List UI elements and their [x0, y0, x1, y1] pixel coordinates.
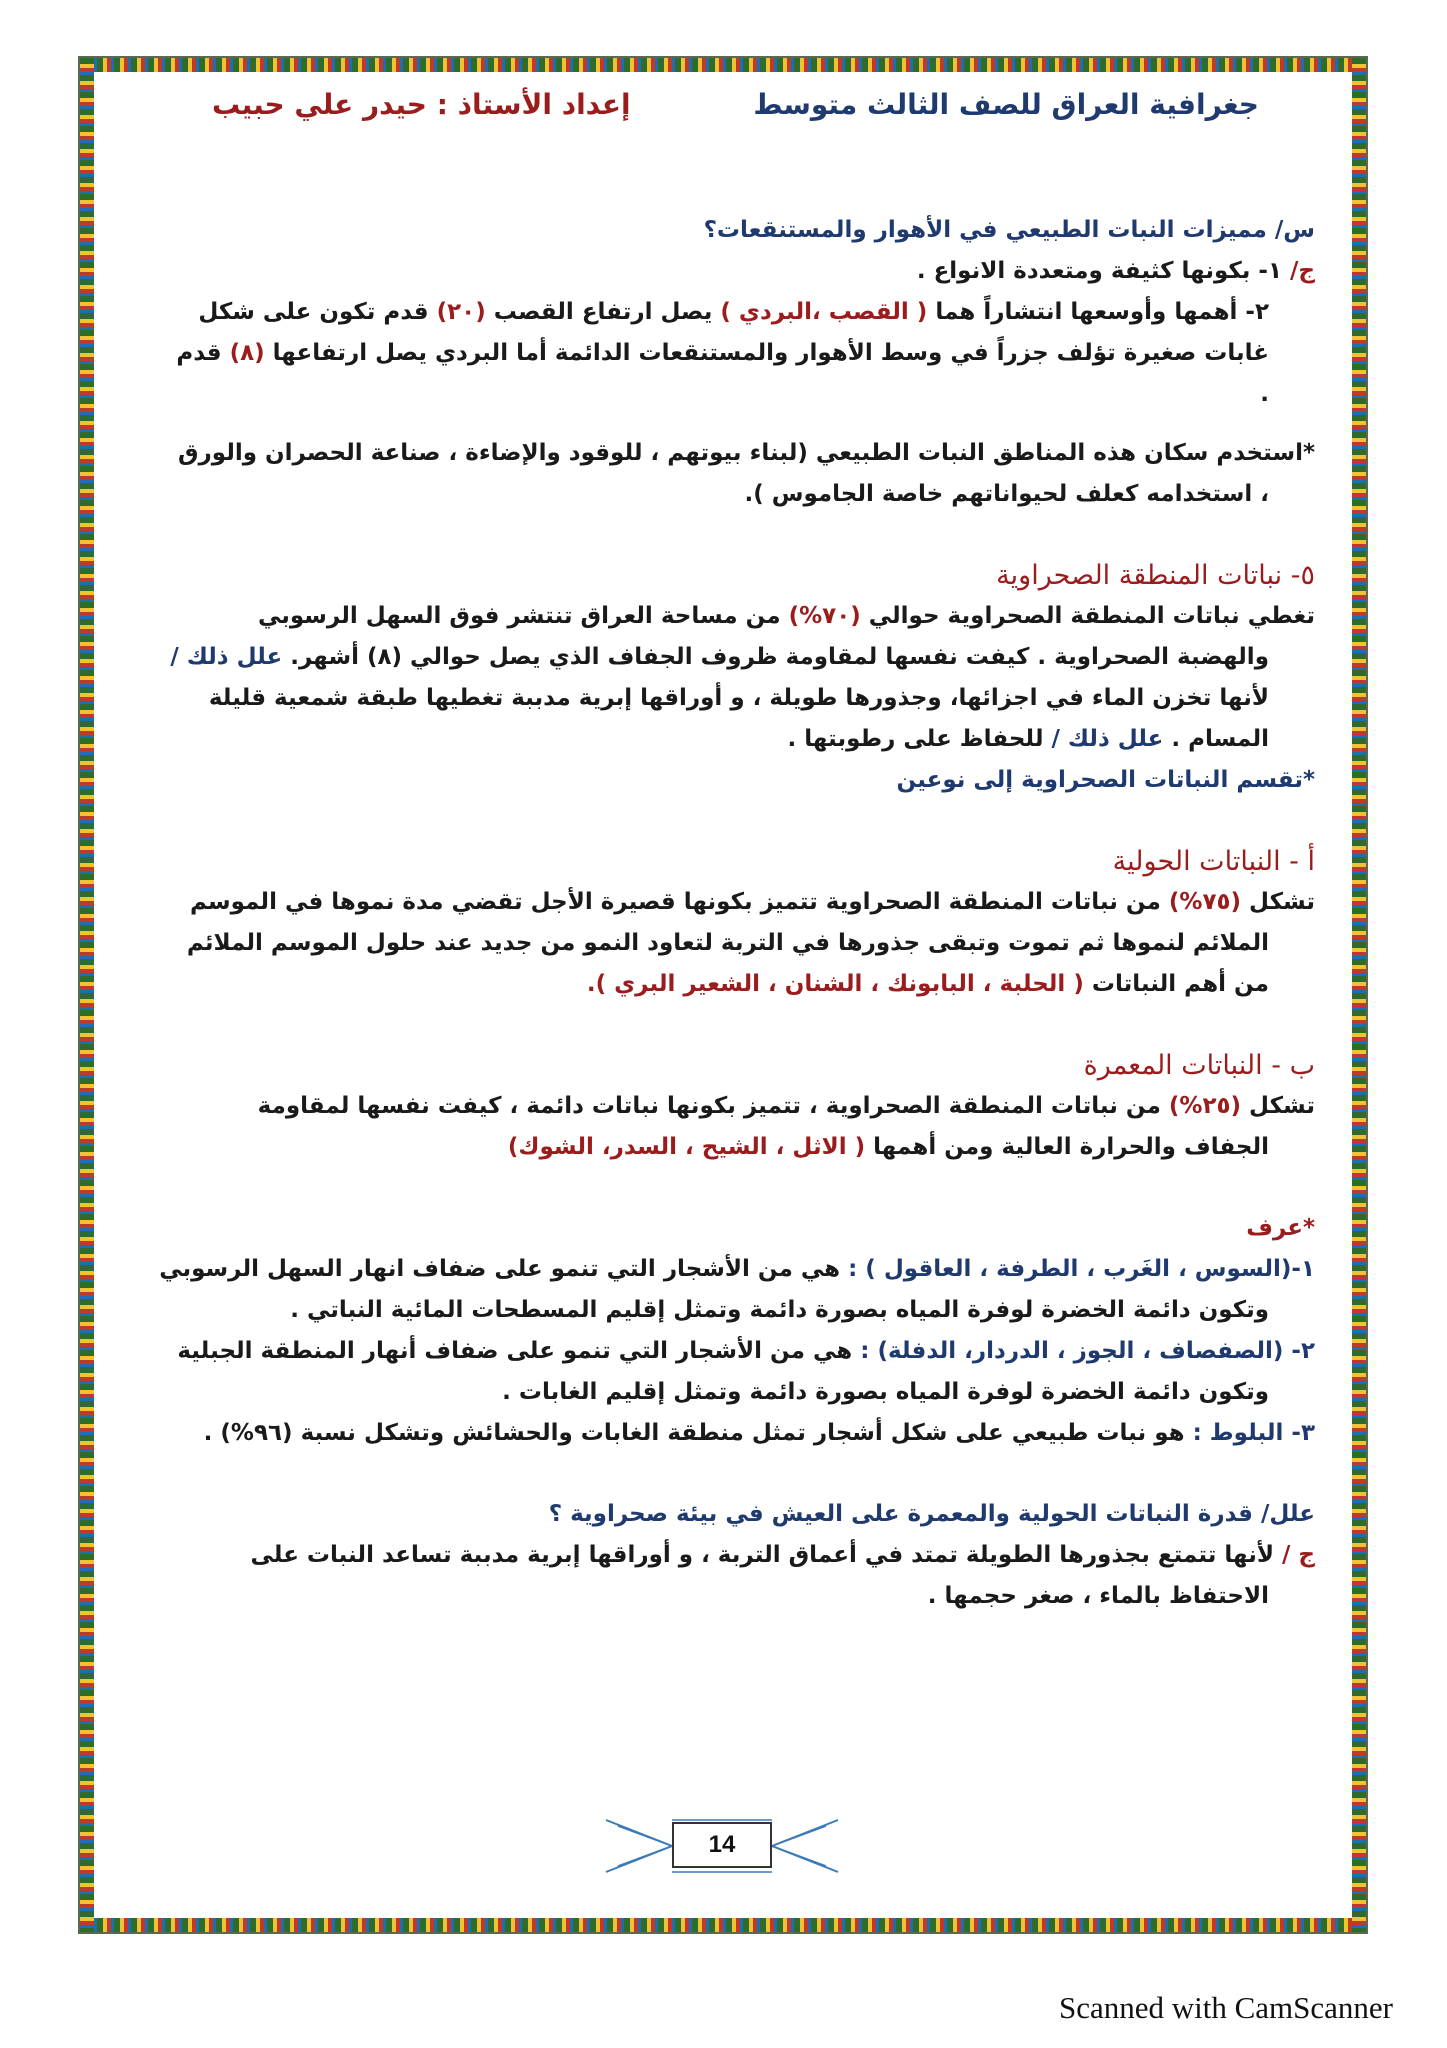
- perennial-line-2: الجفاف والحرارة العالية ومن أهمها ( الاثل ، الشيح ، السدر، الشوك): [507, 1134, 1269, 1160]
- page-number: 14: [672, 1822, 772, 1868]
- desert-line-2: والهضبة الصحراوية . كيفت نفسها لمقاومة ظروف الجفاف الذي يصل حوالي (٨) أشهر. علل ذلك /: [170, 644, 1269, 670]
- annual-line-3: من أهم النباتات ( الحلبة ، البابونك ، الشنان ، الشعير البري ).: [586, 971, 1269, 997]
- define-3: ٣- البلوط : هو نبات طبيعي على شكل أشجار تمثل منطقة الغابات والحشائش وتشكل نسبة (٩٦%) .: [203, 1420, 1315, 1446]
- page-content: [135, 210, 1315, 1617]
- border-strip-right: [1352, 58, 1366, 1932]
- border-strip-bottom: [80, 1918, 1366, 1932]
- answer-marsh-end: .: [1260, 381, 1269, 407]
- usage-line-1: *استخدم سكان هذه المناطق النبات الطبيعي (لبناء بيوتهم ، للوقود والإضاءة ، صناعة الحصران والورق: [177, 440, 1315, 466]
- annual-line-1: تشكل (٧٥%) من نباتات المنطقة الصحراوية تتميز بكونها قصيرة الأجل تقضي مدة نموها في الموسم: [189, 889, 1315, 915]
- header-author: إعداد الأستاذ : حيدر علي حبيب: [212, 88, 631, 121]
- border-strip-left: [80, 58, 94, 1932]
- heading-define: *عرف: [1246, 1215, 1315, 1241]
- question-marsh: س/ مميزات النبات الطبيعي في الأهوار والمستنقعات؟: [703, 217, 1315, 243]
- heading-perennial-plants: ب - النباتات المعمرة: [1083, 1050, 1315, 1081]
- answer-marsh-2: ٢- أهمها وأوسعها انتشاراً هما ( القصب ،البردي ) يصل ارتفاع القصب (٢٠) قدم تكون على شكل: [198, 299, 1269, 325]
- desert-division-note: *تقسم النباتات الصحراوية إلى نوعين: [896, 767, 1315, 793]
- question-survival: علل/ قدرة النباتات الحولية والمعمرة على العيش في بيئة صحراوية ؟: [548, 1501, 1315, 1527]
- define-1-cont: وتكون دائمة الخضرة لوفرة المياه بصورة دائمة وتمثل إقليم المسطحات المائية النباتي .: [290, 1297, 1269, 1323]
- answer-marsh-1: ج/ ١- بكونها كثيفة ومتعددة الانواع .: [916, 258, 1315, 284]
- header-title: جغرافية العراق للصف الثالث متوسط: [753, 88, 1259, 121]
- answer-survival-1: ج / لأنها تتمتع بجذورها الطويلة تمتد في أعماق التربة ، و أوراقها إبرية مدببة تساعد النبات على: [250, 1542, 1315, 1568]
- define-1: ١-(السوس ، الغَرب ، الطرفة ، العاقول ) : هي من الأشجار التي تنمو على ضفاف انهار السهل الرسوبي: [159, 1256, 1315, 1282]
- answer-survival-2: الاحتفاظ بالماء ، صغر حجمها .: [927, 1583, 1269, 1609]
- usage-line-2: ، استخدامه كعلف لحيواناتهم خاصة الجاموس ).: [744, 481, 1269, 507]
- define-2-cont: وتكون دائمة الخضرة لوفرة المياه بصورة دائمة وتمثل إقليم الغابات .: [502, 1379, 1269, 1405]
- desert-line-3: لأنها تخزن الماء في اجزائها، وجذورها طويلة ، و أوراقها إبرية مدببة تغطيها طبقة شمعية قليلة: [208, 685, 1269, 711]
- define-2: ٢- (الصفصاف ، الجوز ، الدردار، الدفلة) : هي من الأشجار التي تنمو على ضفاف أنهار المنطقة الجبلية: [177, 1338, 1315, 1364]
- desert-line-1: تغطي نباتات المنطقة الصحراوية حوالي (٧٠%) من مساحة العراق تنتشر فوق السهل الرسوبي: [257, 603, 1315, 629]
- perennial-line-1: تشكل (٢٥%) من نباتات المنطقة الصحراوية ، تتميز بكونها نباتات دائمة ، كيفت نفسها لمقاومة: [257, 1093, 1315, 1119]
- heading-annual-plants: أ - النباتات الحولية: [1112, 846, 1315, 877]
- heading-desert-plants: ٥- نباتات المنطقة الصحراوية: [996, 560, 1315, 591]
- border-strip-top: [80, 58, 1366, 72]
- scanner-watermark: Scanned with CamScanner: [1058, 1990, 1393, 2025]
- answer-marsh-2-cont: غابات صغيرة تؤلف جزراً في وسط الأهوار والمستنقعات الدائمة أما البردي يصل ارتفاعها (٨) قدم: [176, 340, 1269, 366]
- desert-line-4: المسام . علل ذلك / للحفاظ على رطوبتها .: [787, 726, 1269, 752]
- annual-line-2: الملائم لنموها ثم تموت وتبقى جذورها في التربة لتعاود النمو من جديد عند حلول الموسم الملائم: [186, 930, 1269, 956]
